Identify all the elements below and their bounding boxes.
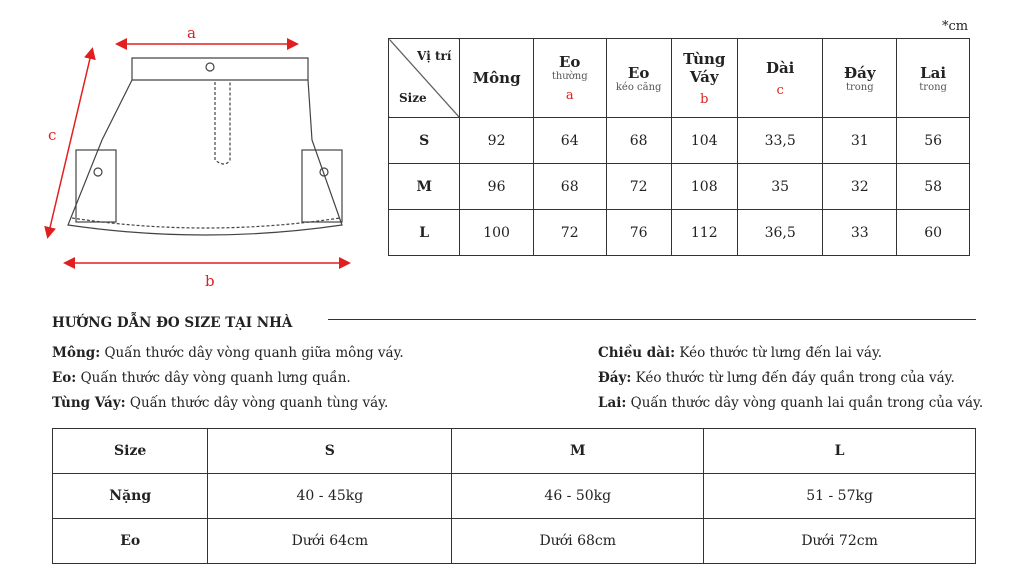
header-title: Eo (627, 63, 650, 82)
column-header (533, 39, 606, 118)
header-title: Tùng Váy (683, 49, 726, 86)
header-title: Dài (765, 58, 795, 77)
size-cell: S (389, 118, 460, 164)
value-cell: Dưới 72cm (704, 519, 976, 564)
value-cell: 56 (897, 118, 970, 164)
value-cell: 46 - 50kg (452, 474, 704, 519)
value-cell: 40 - 45kg (208, 474, 452, 519)
header-title: Lai (920, 63, 947, 82)
corner-top: Vị trí (416, 49, 452, 63)
guide-text: Quấn thước dây vòng quanh lưng quần. (76, 370, 351, 386)
header-mark: b (700, 91, 709, 107)
table-row (53, 474, 976, 519)
unit-note: *cm (942, 19, 969, 34)
value-cell: 32 (823, 164, 897, 210)
value-cell: 60 (897, 210, 970, 256)
guide-text: Quấn thước dây vòng quanh lai quần trong của váy. (626, 395, 984, 411)
corner-bottom: Size (399, 91, 427, 105)
value-cell: 68 (533, 164, 606, 210)
value-cell: 76 (606, 210, 671, 256)
column-header (897, 39, 970, 118)
label-a: a (187, 24, 196, 42)
divider (328, 319, 976, 320)
header-mark: c (776, 82, 784, 98)
header-sub: trong (845, 81, 874, 93)
column-header (671, 39, 737, 118)
guide-item (598, 395, 983, 411)
table-row (389, 118, 970, 164)
value-cell: Dưới 64cm (208, 519, 452, 564)
value-cell: 31 (823, 118, 897, 164)
guide-title: HƯỚNG DẪN ĐO SIZE TẠI NHÀ (52, 315, 293, 331)
value-cell: 33,5 (737, 118, 822, 164)
column-header (460, 39, 533, 118)
guide-text: Quấn thước dây vòng quanh giữa mông váy. (100, 345, 404, 361)
value-cell: 36,5 (737, 210, 822, 256)
table-row (53, 429, 976, 474)
column-header (823, 39, 897, 118)
label-b: b (205, 272, 215, 290)
column-header (606, 39, 671, 118)
header-title: Đáy (844, 63, 876, 82)
guide-item (598, 370, 955, 386)
header-sub: thường (551, 71, 588, 82)
table-row (389, 164, 970, 210)
guide-term: Tùng Váy: (52, 395, 126, 411)
measurement-table (388, 38, 970, 256)
guide-text: Kéo thước từ lưng đến đáy quần trong của váy. (631, 370, 955, 386)
guide-text: Quấn thước dây vòng quanh tùng váy. (125, 395, 389, 411)
value-cell: 35 (737, 164, 822, 210)
value-cell: 33 (823, 210, 897, 256)
value-cell: 100 (460, 210, 533, 256)
guide-item (52, 395, 388, 411)
size-cell: L (389, 210, 460, 256)
row-label: Eo (53, 519, 208, 564)
value-cell: 68 (606, 118, 671, 164)
value-cell: 96 (460, 164, 533, 210)
column-header (737, 39, 822, 118)
row-label: Nặng (53, 474, 208, 519)
label-c: c (48, 126, 57, 144)
value-cell: 104 (671, 118, 737, 164)
guide-term: Chiều dài: (598, 345, 676, 361)
value-cell: 92 (460, 118, 533, 164)
guide-term: Eo: (52, 370, 77, 386)
guide-term: Đáy: (598, 370, 632, 386)
guide-text: Kéo thước từ lưng đến lai váy. (675, 345, 883, 361)
value-cell: 72 (606, 164, 671, 210)
size-cell: M (389, 164, 460, 210)
fit-table (52, 428, 976, 564)
value-cell: 64 (533, 118, 606, 164)
corner-cell (389, 39, 460, 118)
value-cell: 51 - 57kg (704, 474, 976, 519)
skirt-diagram (40, 20, 360, 290)
header-sub: trong (919, 81, 947, 93)
value-cell: 108 (671, 164, 737, 210)
value-cell: 112 (671, 210, 737, 256)
table-row (389, 210, 970, 256)
guide-item (598, 345, 882, 361)
guide-term: Lai: (598, 395, 627, 411)
value-cell: 72 (533, 210, 606, 256)
value-cell: M (452, 429, 704, 474)
header-title: Eo (558, 53, 581, 71)
header-sub: kéo căng (615, 81, 662, 93)
guide-item (52, 345, 404, 361)
value-cell: S (208, 429, 452, 474)
guide-item (52, 370, 351, 386)
table-row (53, 519, 976, 564)
header-title: Mông (472, 69, 521, 87)
value-cell: Dưới 68cm (452, 519, 704, 564)
row-label: Size (53, 429, 208, 474)
header-mark: a (565, 88, 574, 103)
value-cell: 58 (897, 164, 970, 210)
value-cell: L (704, 429, 976, 474)
guide-term: Mông: (52, 345, 101, 361)
